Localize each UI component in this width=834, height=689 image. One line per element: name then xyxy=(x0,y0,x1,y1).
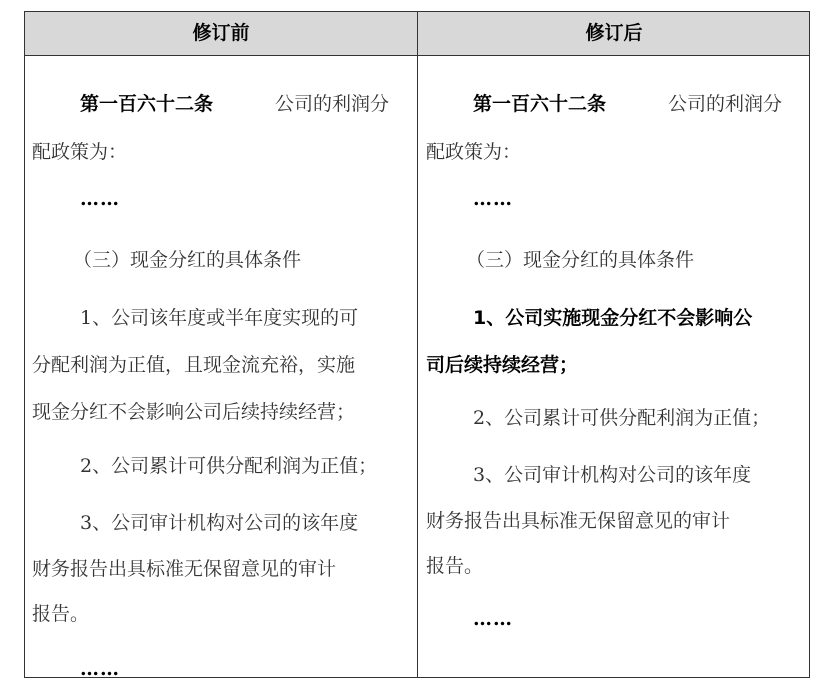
before-article-title: 第一百六十二条 xyxy=(80,93,214,115)
before-section-heading: （三）现金分红的具体条件 xyxy=(73,249,302,271)
after-item3-line1: 3、公司审计机构对公司的该年度 xyxy=(473,464,752,486)
after-item3-line3: 报告。 xyxy=(426,555,484,577)
after-item3-line2: 财务报告出具标准无保留意见的审计 xyxy=(426,510,731,532)
after-ellipsis-2: …… xyxy=(473,608,513,630)
before-item1-line1: 1、公司该年度或半年度实现的可 xyxy=(80,307,359,329)
before-article-text-1: 公司的利润分 xyxy=(275,93,390,115)
before-item2: 2、公司累计可供分配利润为正值； xyxy=(80,455,378,477)
after-section-heading: （三）现金分红的具体条件 xyxy=(466,249,695,271)
before-item3-line1: 3、公司审计机构对公司的该年度 xyxy=(80,512,359,534)
column-divider xyxy=(417,12,418,677)
after-article-text-1: 公司的利润分 xyxy=(668,93,783,115)
before-ellipsis-1: …… xyxy=(80,188,120,210)
before-article-text-2: 配政策为： xyxy=(32,141,128,163)
revision-comparison-table xyxy=(24,11,810,678)
after-item2: 2、公司累计可供分配利润为正值； xyxy=(473,407,771,429)
after-item1-line2: 司后续持续经营； xyxy=(426,354,579,376)
before-item1-line2: 分配利润为正值，且现金流充裕，实施 xyxy=(32,354,356,376)
before-ellipsis-2: …… xyxy=(80,658,120,680)
before-item3-line2: 财务报告出具标准无保留意见的审计 xyxy=(32,558,337,580)
after-article-text-2: 配政策为： xyxy=(426,141,522,163)
before-item3-line3: 报告。 xyxy=(32,603,90,625)
before-item1-line3: 现金分红不会影响公司后续持续经营； xyxy=(32,401,356,423)
after-ellipsis-1: …… xyxy=(473,188,513,210)
after-article-title: 第一百六十二条 xyxy=(473,93,607,115)
header-before: 修订前 xyxy=(192,22,250,44)
header-after: 修订后 xyxy=(585,22,643,44)
after-item1-line1: 1、公司实施现金分红不会影响公 xyxy=(473,307,753,329)
